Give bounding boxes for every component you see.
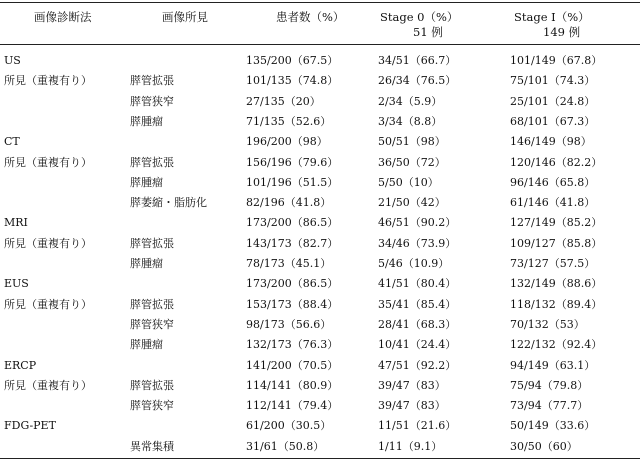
cell-stage0: 34/51（66.7）: [378, 54, 457, 67]
cell-patients: 196/200（98）: [246, 135, 328, 148]
cell-method: CT: [4, 135, 20, 148]
cell-finding: 膵萎縮・脂肪化: [130, 196, 207, 209]
header-stage1: Stage I（%）: [514, 10, 590, 24]
cell-stage0: 26/34（76.5）: [378, 74, 457, 87]
cell-stage0: 39/47（83）: [378, 399, 446, 412]
cell-patients: 173/200（86.5）: [246, 277, 339, 290]
bottom-rule: [0, 458, 640, 459]
cell-stage0: 46/51（90.2）: [378, 216, 457, 229]
cell-stage1: 94/149（63.1）: [510, 359, 596, 372]
cell-stage1: 25/101（24.8）: [510, 95, 596, 108]
cell-stage0: 5/46（10.9）: [378, 257, 450, 270]
cell-finding: 膵腫瘤: [130, 338, 163, 351]
cell-finding: 膵管狭窄: [130, 399, 174, 412]
cell-method: 所見（重複有り）: [4, 379, 92, 392]
cell-stage0: 35/41（85.4）: [378, 298, 457, 311]
cell-patients: 31/61（50.8）: [246, 440, 325, 453]
cell-stage1: 109/127（85.8）: [510, 237, 603, 250]
cell-stage0: 34/46（73.9）: [378, 237, 457, 250]
cell-patients: 101/135（74.8）: [246, 74, 339, 87]
header-method: 画像診断法: [34, 10, 92, 24]
cell-finding: 膵管拡張: [130, 379, 174, 392]
cell-patients: 71/135（52.6）: [246, 115, 332, 128]
cell-stage1: 122/132（92.4）: [510, 338, 603, 351]
cell-patients: 78/173（45.1）: [246, 257, 332, 270]
cell-finding: 膵腫瘤: [130, 176, 163, 189]
cell-stage0: 50/51（98）: [378, 135, 446, 148]
header-stage0-count: 51 例: [413, 25, 443, 39]
cell-patients: 141/200（70.5）: [246, 359, 339, 372]
cell-stage0: 10/41（24.4）: [378, 338, 457, 351]
header-finding: 画像所見: [162, 10, 208, 24]
cell-finding: 膵腫瘤: [130, 257, 163, 270]
cell-stage1: 75/94（79.8）: [510, 379, 589, 392]
cell-stage1: 73/94（77.7）: [510, 399, 589, 412]
cell-patients: 112/141（79.4）: [246, 399, 339, 412]
cell-patients: 143/173（82.7）: [246, 237, 339, 250]
cell-finding: 膵管拡張: [130, 156, 174, 169]
cell-finding: 膵管拡張: [130, 298, 174, 311]
cell-stage1: 120/146（82.2）: [510, 156, 603, 169]
cell-method: MRI: [4, 216, 28, 229]
cell-stage0: 47/51（92.2）: [378, 359, 457, 372]
cell-finding: 膵管狭窄: [130, 95, 174, 108]
cell-patients: 101/196（51.5）: [246, 176, 339, 189]
cell-stage1: 96/146（65.8）: [510, 176, 596, 189]
cell-stage1: 146/149（98）: [510, 135, 592, 148]
cell-patients: 173/200（86.5）: [246, 216, 339, 229]
cell-patients: 61/200（30.5）: [246, 419, 332, 432]
cell-stage0: 41/51（80.4）: [378, 277, 457, 290]
cell-patients: 132/173（76.3）: [246, 338, 339, 351]
cell-stage0: 11/51（21.6）: [378, 419, 457, 432]
cell-stage0: 2/34（5.9）: [378, 95, 443, 108]
cell-stage0: 28/41（68.3）: [378, 318, 457, 331]
cell-stage0: 39/47（83）: [378, 379, 446, 392]
cell-patients: 27/135（20）: [246, 95, 321, 108]
cell-patients: 156/196（79.6）: [246, 156, 339, 169]
cell-stage1: 50/149（33.6）: [510, 419, 596, 432]
header-rule: [0, 44, 640, 45]
cell-method: 所見（重複有り）: [4, 156, 92, 169]
cell-method: EUS: [4, 277, 29, 290]
cell-finding: 異常集積: [130, 440, 174, 453]
cell-stage1: 132/149（88.6）: [510, 277, 603, 290]
cell-finding: 膵腫瘤: [130, 115, 163, 128]
cell-stage0: 1/11（9.1）: [378, 440, 443, 453]
cell-stage1: 61/146（41.8）: [510, 196, 596, 209]
cell-finding: 膵管狭窄: [130, 318, 174, 331]
cell-stage0: 36/50（72）: [378, 156, 446, 169]
cell-method: 所見（重複有り）: [4, 237, 92, 250]
top-rule: [0, 2, 640, 3]
cell-stage1: 101/149（67.8）: [510, 54, 603, 67]
cell-method: FDG-PET: [4, 419, 56, 432]
cell-stage1: 68/101（67.3）: [510, 115, 596, 128]
cell-stage1: 30/50（60）: [510, 440, 578, 453]
cell-patients: 98/173（56.6）: [246, 318, 332, 331]
cell-stage1: 127/149（85.2）: [510, 216, 603, 229]
cell-stage1: 73/127（57.5）: [510, 257, 596, 270]
cell-stage0: 21/50（42）: [378, 196, 446, 209]
cell-stage1: 75/101（74.3）: [510, 74, 596, 87]
cell-stage0: 5/50（10）: [378, 176, 439, 189]
cell-finding: 膵管拡張: [130, 74, 174, 87]
cell-method: 所見（重複有り）: [4, 298, 92, 311]
cell-patients: 82/196（41.8）: [246, 196, 332, 209]
cell-method: 所見（重複有り）: [4, 74, 92, 87]
cell-patients: 135/200（67.5）: [246, 54, 339, 67]
cell-patients: 153/173（88.4）: [246, 298, 339, 311]
cell-patients: 114/141（80.9）: [246, 379, 339, 392]
cell-method: US: [4, 54, 21, 67]
cell-method: ERCP: [4, 359, 37, 372]
cell-stage0: 3/34（8.8）: [378, 115, 443, 128]
cell-finding: 膵管拡張: [130, 237, 174, 250]
header-stage1-count: 149 例: [543, 25, 581, 39]
cell-stage1: 70/132（53）: [510, 318, 585, 331]
header-stage0: Stage 0（%）: [380, 10, 459, 24]
header-patients: 患者数（%）: [276, 10, 345, 24]
cell-stage1: 118/132（89.4）: [510, 298, 603, 311]
